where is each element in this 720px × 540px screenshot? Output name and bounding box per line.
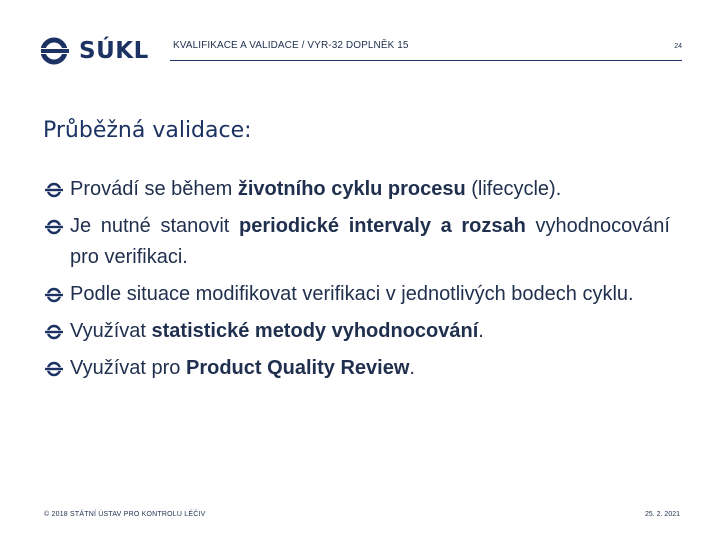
bullet-text: Podle situace modifikovat verifikaci v jednotlivých bodech cyklu.	[70, 283, 634, 305]
brand-logo	[38, 34, 149, 68]
bullet-list	[44, 174, 670, 390]
bullet-item-2	[44, 211, 670, 273]
sukl-bullet-icon	[44, 361, 64, 377]
bullet-item-1	[44, 174, 670, 205]
bullet-text: (lifecycle).	[465, 178, 562, 200]
bullet-text-bold: periodické intervaly a rozsah	[239, 215, 526, 237]
document-title: KVALIFIKACE A VALIDACE / VYR-32 DOPLNĚK 15	[173, 40, 409, 51]
footer-date: 25. 2. 2021	[644, 511, 680, 518]
bullet-text: .	[409, 357, 415, 379]
sukl-bullet-icon	[44, 287, 64, 303]
slide-title: Průběžná validace:	[43, 118, 252, 143]
sukl-logo-icon	[38, 37, 72, 65]
header-divider	[170, 60, 682, 61]
bullet-text: Provádí se během	[70, 178, 238, 200]
bullet-text: Využívat	[70, 320, 152, 342]
bullet-text-bold: Product Quality Review	[185, 357, 410, 379]
bullet-text: Je nutné stanovit	[70, 215, 240, 237]
sukl-bullet-icon	[44, 182, 64, 198]
sukl-bullet-icon	[44, 324, 64, 340]
page-number: 24	[674, 43, 682, 50]
bullet-text-bold: životního cyklu procesu	[237, 178, 466, 200]
brand-name: SÚKL	[79, 38, 149, 64]
bullet-text: .	[478, 320, 484, 342]
bullet-item-4	[44, 316, 670, 347]
footer-copyright: © 2018 STÁTNÍ ÚSTAV PRO KONTROLU LÉČIV	[44, 511, 206, 518]
bullet-item-5	[44, 353, 670, 384]
sukl-bullet-icon	[44, 219, 64, 235]
bullet-text-bold: statistické metody vyhodnocování	[151, 320, 479, 342]
bullet-item-3	[44, 279, 670, 310]
bullet-text: Využívat pro	[70, 357, 186, 379]
bullet-text: vyhodnocování pro verifikaci.	[70, 215, 670, 268]
